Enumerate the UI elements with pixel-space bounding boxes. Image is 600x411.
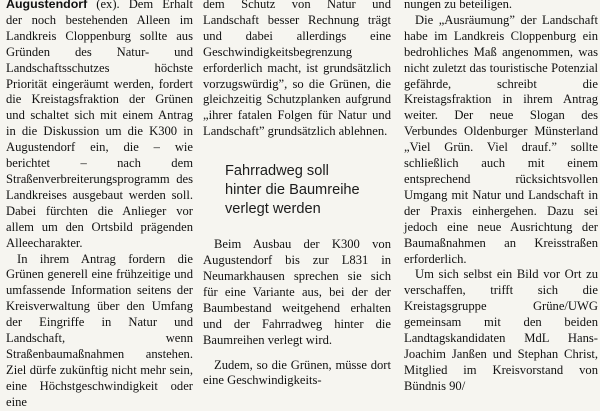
- paragraph: Die „Ausräumung” der Landschaft habe im Landkreis Cloppenburg ein bedrohliches Maß angenommen, was nicht zuletzt das touristische Potenzial gefährde, schreibt die Kreistagsfraktion in ihrem Antrag weiter. Der neue Slogan des Verbundes Oldenburger Münsterland „Viel Grün. Viel drauf.” sollte schließlich auch mit einem entsprechend rücksichtsvollen Umgang mit Natur und Landschaft in der Praxis einhergehen. Dazu sei jedoch eine neue Ausrichtung der Baumaßnahmen an Kreisstraßen erforderlich.: [404, 12, 598, 266]
- paragraph: Beim Ausbau der K300 von Augustendorf bis zur L831 in Neumarkhausen sprechen sie sich für eine Variante aus, bei der der Baumbestand weitgehend erhalten und der Fahrradweg hinter die Baumreihen verlegt wird.: [203, 237, 391, 347]
- paragraph: Um sich selbst ein Bild vor Ort zu verschaffen, trifft sich die Kreistagsgruppe Grüne/UWG gemeinsam mit den beiden Landtagskandidaten MdL Hans-Joachim Janßen und Stephan Christ, Mitglied im Kreisvorstand von Bündnis 90/: [404, 267, 598, 393]
- paragraph: In ihrem Antrag fordern die Grünen generell eine frühzeitige und umfassende Information seitens der Kreisverwaltung über den Umfang der Eingriffe in Natur und Landschaft, wenn Straßenbaumaßnahmen anstehen. Ziel dürfe zukünftig nicht mehr sein, eine Höchstgeschwindigkeit oder eine: [6, 251, 193, 409]
- article-column-1: [6, 0, 193, 411]
- paragraph-text: (ex). Dem Erhalt der noch bestehenden Alleen im Landkreis Cloppenburg sollte aus Gründen des Natur- und Landschaftsschutzes höchste Priorität eingeräumt werden, fordert die Kreistagsfraktion der Grünen und schaltet sich mit einem Antrag in die Diskussion um die K300 in Augustendorf ein, die – wie berichtet – nach dem Straßenverbreiterungsprogramm des Landkreises ausgebaut werden soll. Dabei fürchten die Anlieger vor allem um den Ortsbild prägenden Alleecharakter.: [6, 0, 193, 250]
- dateline: Augustendorf: [6, 0, 88, 11]
- article-column-2: [203, 0, 391, 389]
- paragraph: Zudem, so die Grünen, müsse dort eine Geschwindigkeits-: [203, 357, 391, 388]
- article-column-3: [404, 0, 598, 395]
- subheading: Fahrradweg soll hinter die Baumreihe verlegt werden: [225, 163, 360, 218]
- paragraph: dem Schutz von Natur und Landschaft besser Rechnung trägt und dabei allerdings eine Geschwindigkeitsbegrenzung erforderlich macht, ist grundsätzlich vorzugswürdig”, so die Grünen, die gleichzeitig Schutzplanken aufgrund „ihrer fatalen Folgen für Natur und Landschaft” grundsätzlich ablehnen.: [203, 0, 391, 139]
- paragraph: [6, 0, 193, 252]
- paragraph: nungen zu beteiligen.: [404, 0, 513, 11]
